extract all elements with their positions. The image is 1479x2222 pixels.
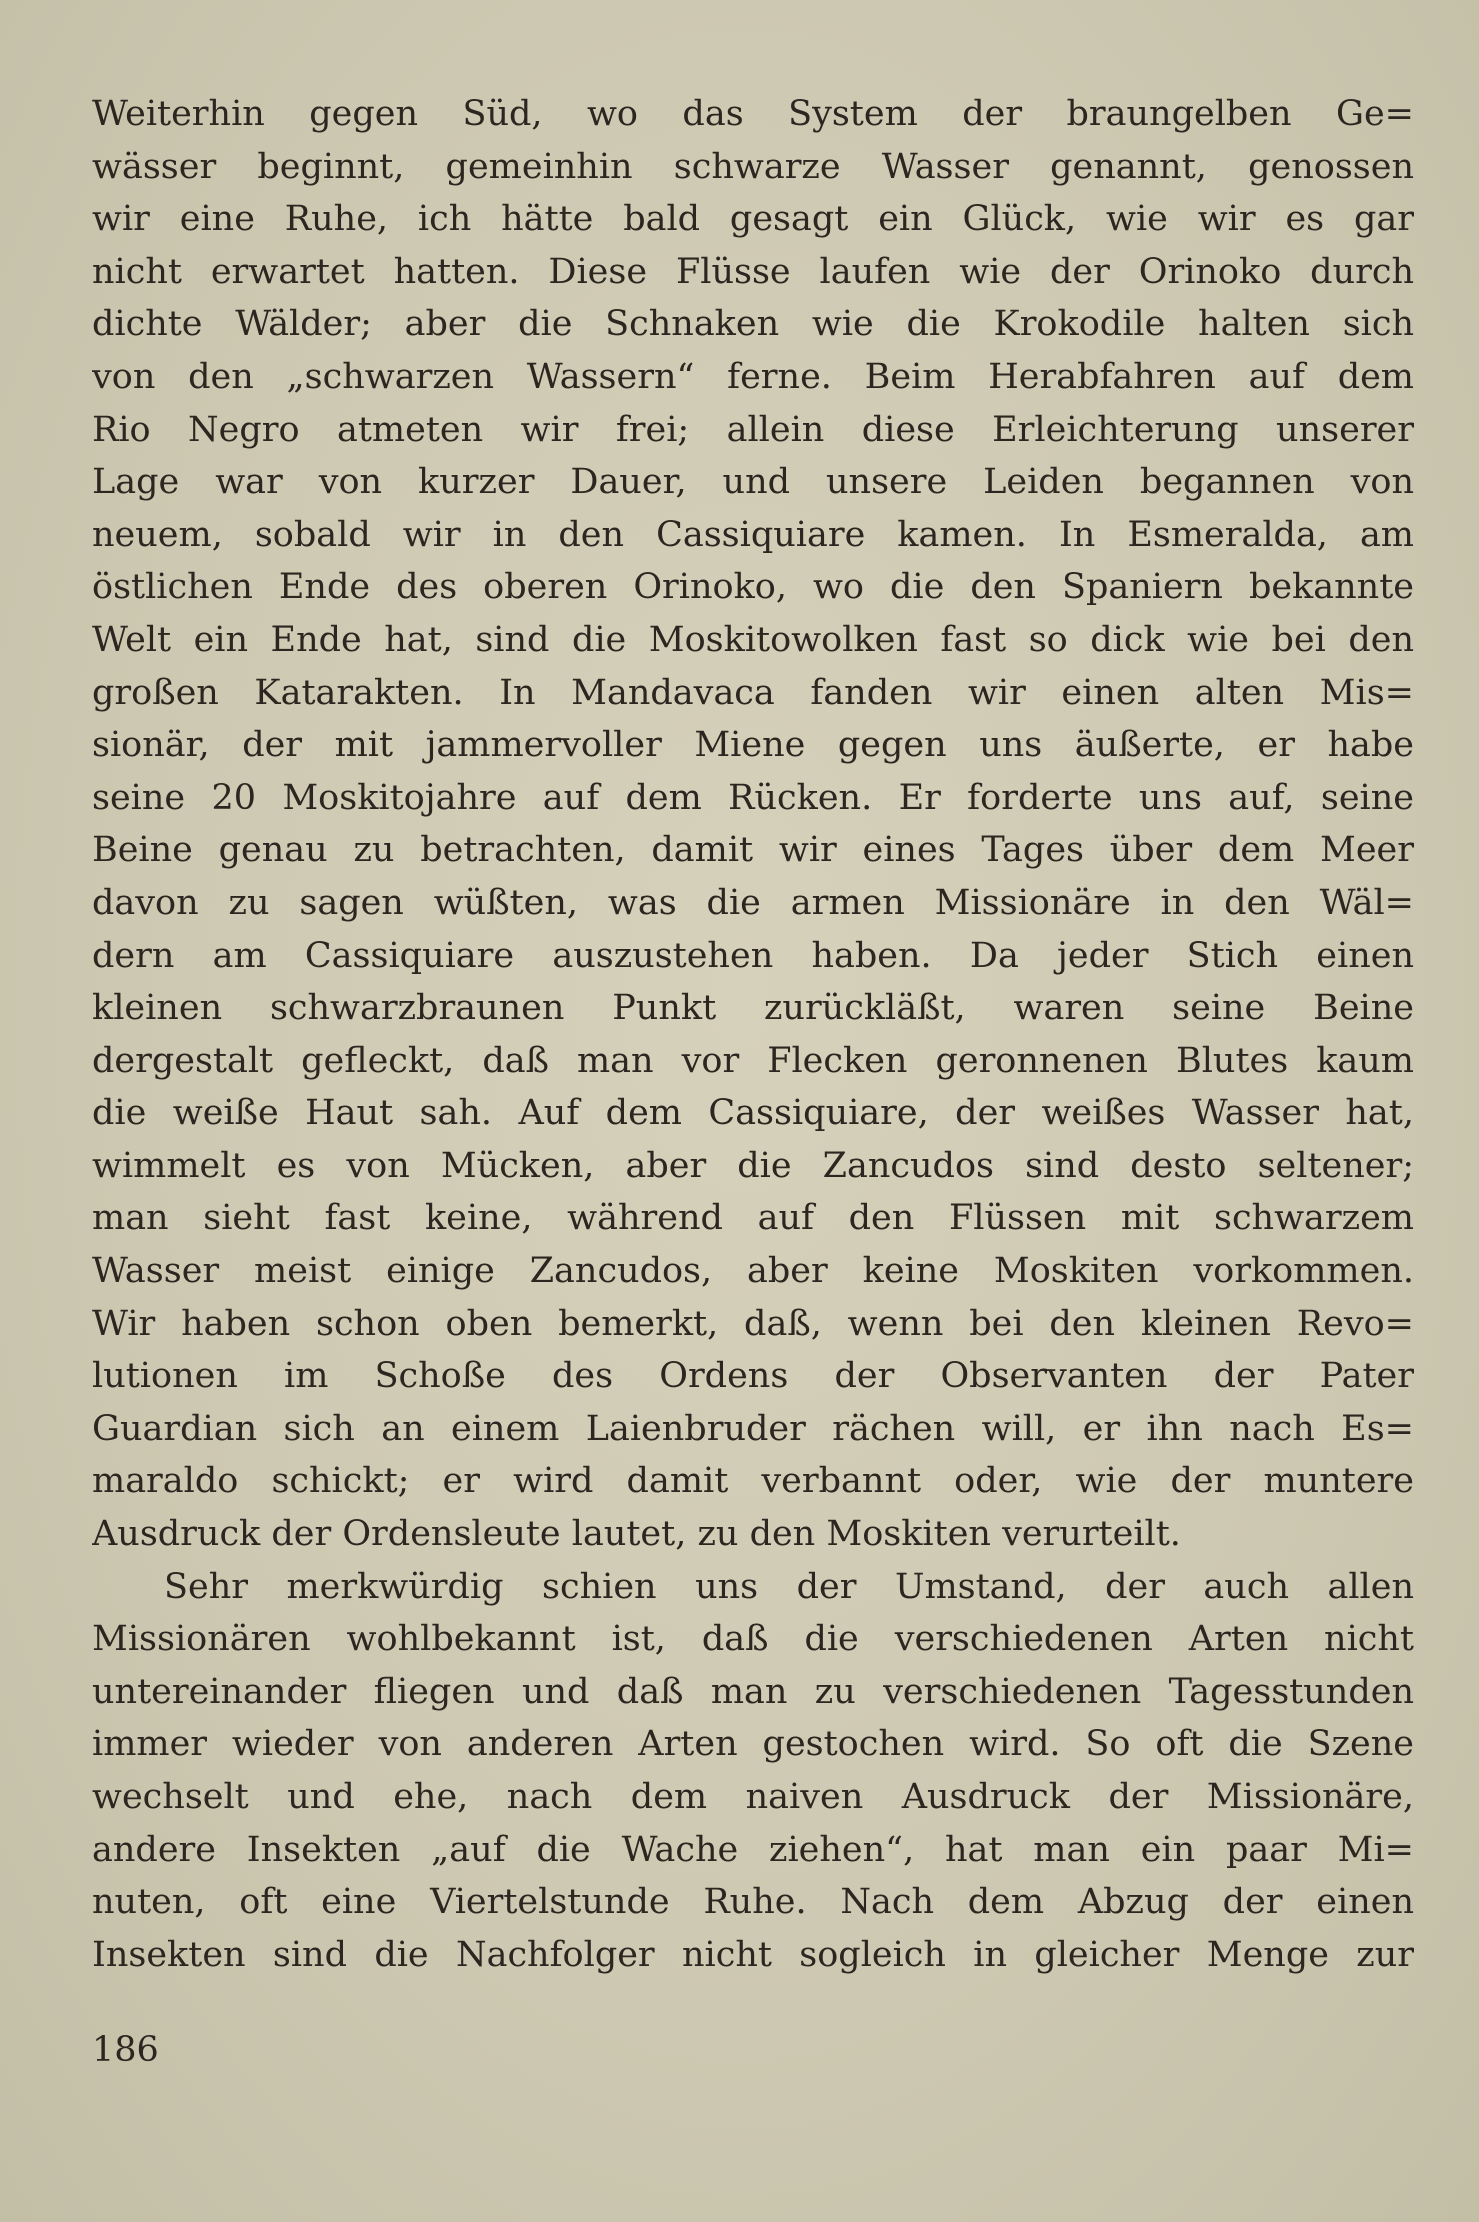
text-line: Beine genau zu betrachten, damit wir eines Tages über dem Meer <box>92 830 1414 871</box>
text-line: man sieht fast keine, während auf den Flüssen mit schwarzem <box>92 1198 1414 1239</box>
paragraph <box>92 1561 1414 1982</box>
text-line: sionär, der mit jammervoller Miene gegen uns äußerte, er habe <box>92 725 1414 766</box>
text-line: Wir haben schon oben bemerkt, daß, wenn bei den kleinen Revo= <box>92 1303 1414 1344</box>
text-line: dichte Wälder; aber die Schnaken wie die Krokodile halten sich <box>92 304 1414 345</box>
text-line: dergestalt gefleckt, daß man vor Flecken geronnenen Blutes kaum <box>92 1040 1414 1081</box>
text-line: nuten, oft eine Viertelstunde Ruhe. Nach dem Abzug der einen <box>92 1882 1414 1923</box>
text-line: maraldo schickt; er wird damit verbannt oder, wie der muntere <box>92 1461 1414 1502</box>
body-text <box>92 88 1414 1981</box>
text-line: von den „schwarzen Wassern“ ferne. Beim Herabfahren auf dem <box>92 356 1414 397</box>
text-line: andere Insekten „auf die Wache ziehen“, hat man ein paar Mi= <box>92 1829 1414 1870</box>
text-line: Lage war von kurzer Dauer, und unsere Leiden begannen von <box>92 462 1414 503</box>
text-line: wechselt und ehe, nach dem naiven Ausdruck der Missionäre, <box>92 1777 1414 1817</box>
text-line: wimmelt es von Mücken, aber die Zancudos sind desto seltener; <box>92 1145 1414 1186</box>
text-line: Guardian sich an einem Laienbruder rächen will, er ihn nach Es= <box>92 1408 1414 1449</box>
text-line: davon zu sagen wüßten, was die armen Missionäre in den Wäl= <box>92 882 1414 923</box>
page-number: 186 <box>92 2030 159 2070</box>
text-line: immer wieder von anderen Arten gestochen wird. So oft die Szene <box>92 1724 1414 1765</box>
text-line: Ausdruck der Ordensleute lautet, zu den Moskiten verurteilt. <box>92 1514 1181 1555</box>
text-line: großen Katarakten. In Mandavaca fanden wir einen alten Mis= <box>92 672 1414 713</box>
text-line: wir eine Ruhe, ich hätte bald gesagt ein Glück, wie wir es gar <box>92 199 1414 240</box>
text-line: Sehr merkwürdig schien uns der Umstand, der auch allen <box>164 1566 1414 1607</box>
text-line: lutionen im Schoße des Ordens der Observanten der Pater <box>92 1356 1414 1397</box>
text-line: dern am Cassiquiare auszustehen haben. Da jeder Stich einen <box>92 935 1414 976</box>
text-line: nicht erwartet hatten. Diese Flüsse laufen wie der Orinoko durch <box>92 251 1414 292</box>
text-line: Insekten sind die Nachfolger nicht sogleich in gleicher Menge zur <box>92 1934 1414 1975</box>
text-line: kleinen schwarzbraunen Punkt zurückläßt, waren seine Beine <box>92 988 1414 1029</box>
text-line: Welt ein Ende hat, sind die Moskitowolken fast so dick wie bei den <box>92 619 1414 660</box>
text-line: Missionären wohlbekannt ist, daß die verschiedenen Arten nicht <box>92 1619 1414 1660</box>
text-line: die weiße Haut sah. Auf dem Cassiquiare, der weißes Wasser hat, <box>92 1093 1414 1134</box>
text-line: Rio Negro atmeten wir frei; allein diese Erleichterung unserer <box>92 409 1414 450</box>
text-line: östlichen Ende des oberen Orinoko, wo die den Spaniern bekannte <box>92 567 1414 608</box>
text-line: Weiterhin gegen Süd, wo das System der braungelben Ge= <box>92 94 1414 134</box>
text-line: neuem, sobald wir in den Cassiquiare kamen. In Esmeralda, am <box>92 514 1414 555</box>
text-line: wässer beginnt, gemeinhin schwarze Wasser genannt, genossen <box>92 146 1414 187</box>
text-line: untereinander fliegen und daß man zu verschiedenen Tagesstunden <box>92 1671 1414 1712</box>
paragraph <box>92 88 1414 1561</box>
text-line: seine 20 Moskitojahre auf dem Rücken. Er forderte uns auf, seine <box>92 777 1414 818</box>
text-line: Wasser meist einige Zancudos, aber keine Moskiten vorkommen. <box>92 1251 1414 1292</box>
